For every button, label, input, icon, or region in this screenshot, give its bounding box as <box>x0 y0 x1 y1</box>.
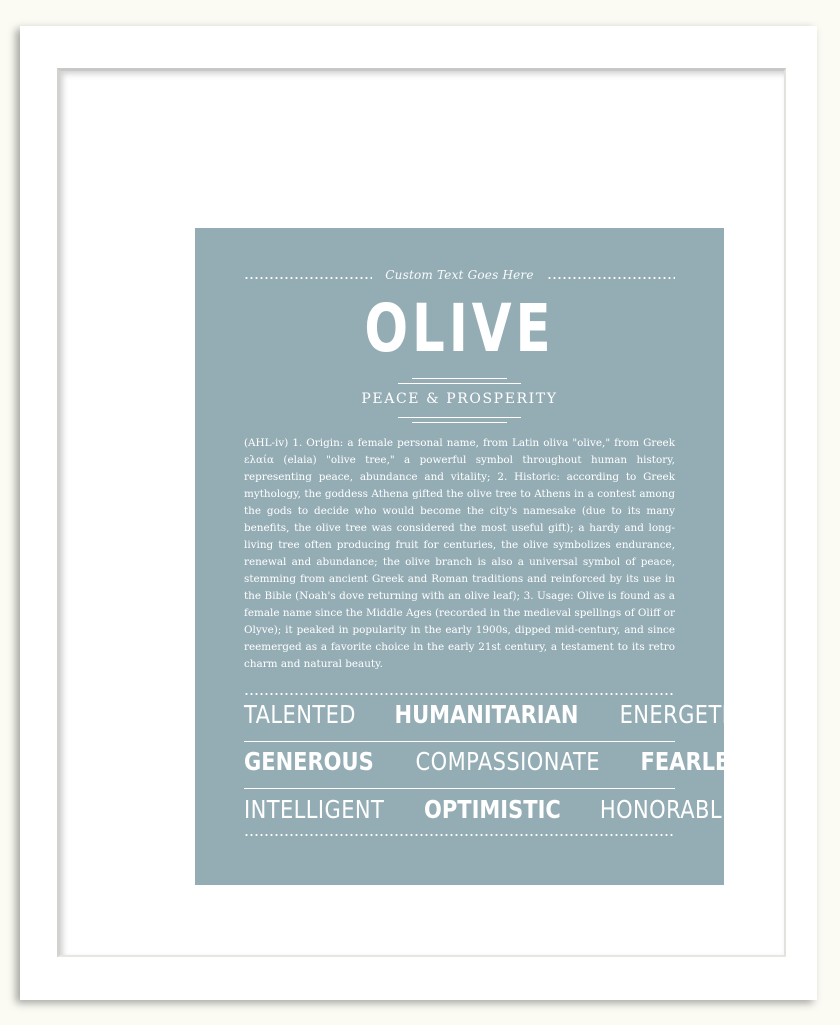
traits-top-dotted-line <box>244 693 675 695</box>
traits-row-1 <box>244 700 744 734</box>
dotted-divider-right <box>547 277 675 279</box>
traits-divider-1 <box>244 741 675 742</box>
trait-word: HONORABLE <box>599 795 736 824</box>
trait-word: OPTIMISTIC <box>424 795 561 824</box>
trait-word: INTELLIGENT <box>244 795 385 824</box>
print-subtitle: PEACE & PROSPERITY <box>361 391 558 407</box>
trait-word: HUMANITARIAN <box>394 700 579 729</box>
name-underline-2 <box>398 383 521 384</box>
picture-frame <box>20 26 817 1000</box>
trait-word: GENEROUS <box>244 747 374 776</box>
custom-text-row <box>244 262 675 288</box>
traits-row-2 <box>244 747 759 781</box>
trait-word: COMPASSIONATE <box>415 747 601 776</box>
trait-word: ENERGETIC <box>619 700 744 729</box>
print-name: OLIVE <box>364 290 555 367</box>
name-underline-1 <box>412 378 507 379</box>
traits-divider-2 <box>244 788 675 789</box>
subtitle-underline-1 <box>398 417 521 418</box>
trait-word: TALENTED <box>244 700 356 729</box>
trait-word: FEARLESS <box>640 747 759 776</box>
custom-text: Custom Text Goes Here <box>385 268 534 282</box>
traits-bottom-dotted-line <box>244 834 675 836</box>
name-print <box>195 228 759 885</box>
subtitle-underline-2 <box>412 422 507 423</box>
frame-mat <box>57 68 786 957</box>
name-definition: (AHL-iv) 1. Origin: a female personal name, from Latin oliva "olive," from Greek ελαία (elaia) "olive tree," a powerful symbol throughout human history, representing peace, abundance and vitality; 2. Historic: according to Greek mythology, the goddess Athena gifted the olive tree to Athens in a contest among the gods to decide who would become the city's namesake (due to its many benefits, the olive tree was considered the most useful gift); a hardy and long-living tree often producing fruit for centuries, the olive symbolizes endurance, renewal and abundance; the olive branch is also a universal symbol of peace, stemming from ancient Greek and Roman traditions and reinforced by its use in the Bible (Noah's dove returning with an olive leaf); 3. Usage: Olive is found as a female name since the Middle Ages (recorded in the medieval spellings of Oliff or Olyve); it peaked in popularity in the early 1900s, dipped mid-century, and since reemerged as a favorite choice in the early 21st century, a testament to its retro charm and natural beauty. <box>244 437 675 670</box>
dotted-divider-left <box>244 277 372 279</box>
traits-row-3 <box>244 795 736 829</box>
